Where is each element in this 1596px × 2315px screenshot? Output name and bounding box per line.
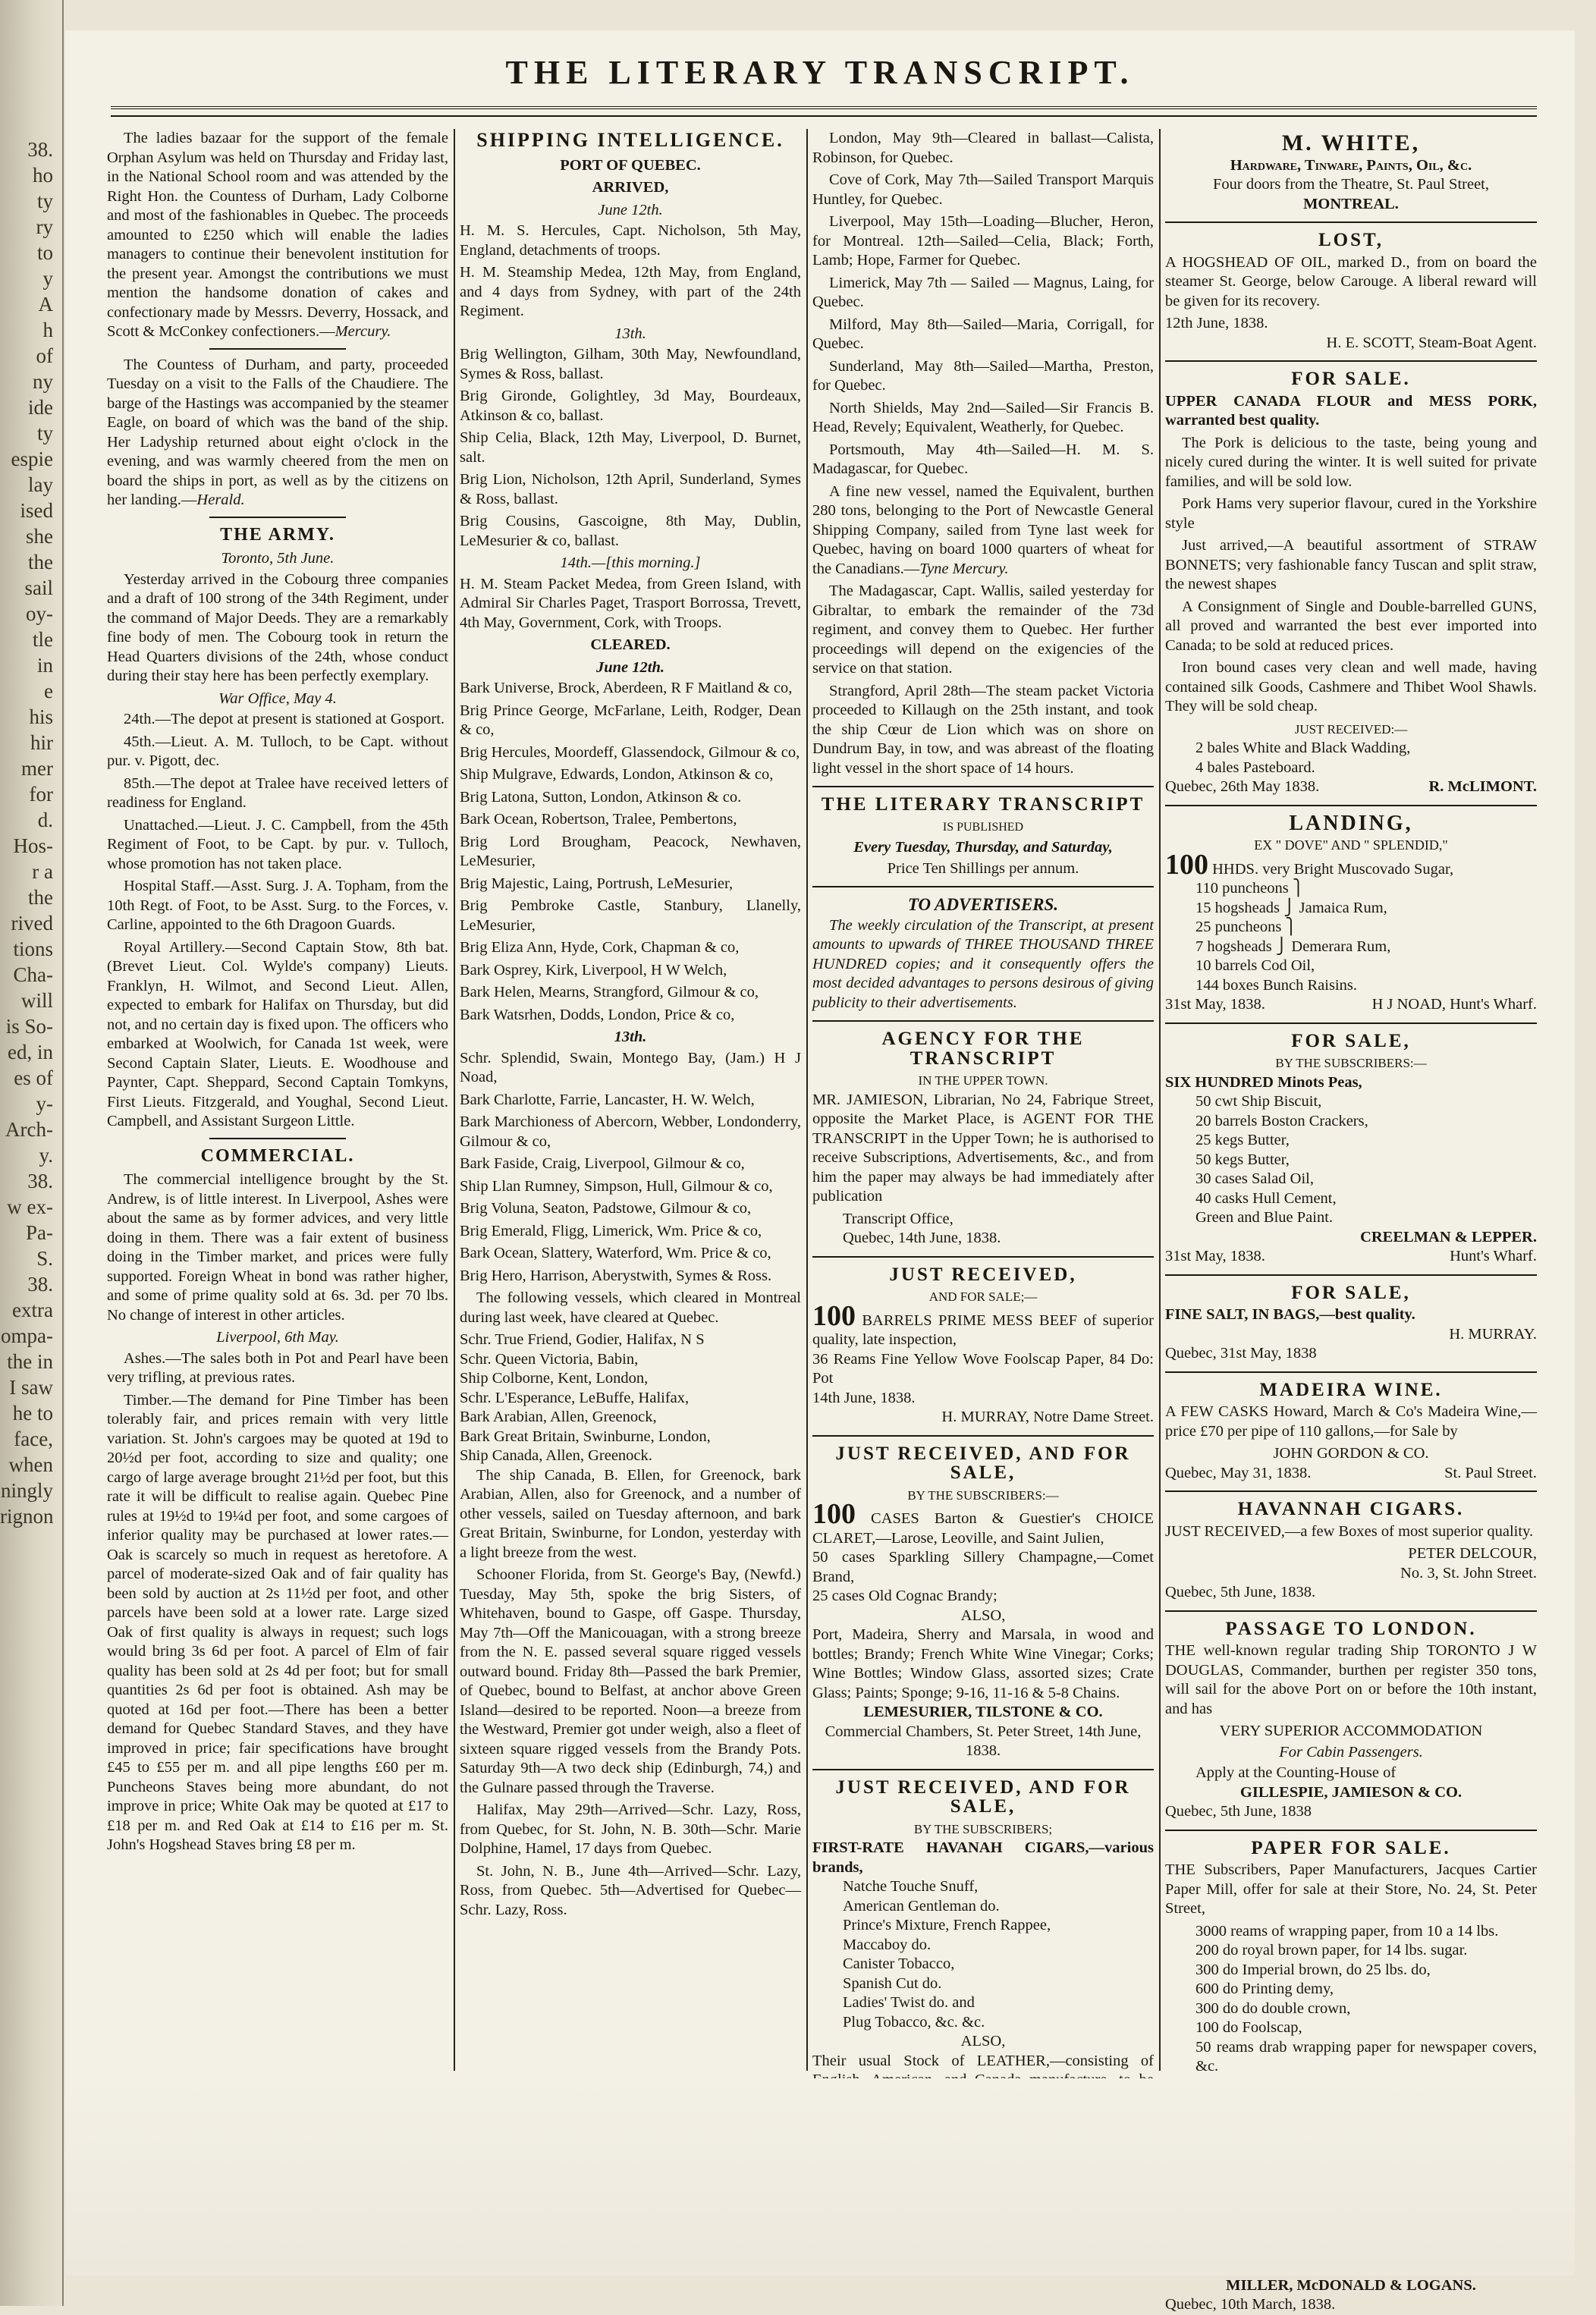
divider [1165, 805, 1537, 806]
provision-item: 25 kegs Butter, [1195, 1132, 1290, 1148]
bazaar-article: The ladies bazaar for the support of the female Orphan Asylum was held on Thursday and Friday last, in the National School room and was attended by the Right Hon. the Countess of Durham, Lady Colborne and most of the fashionables in Quebec. The proceeds amounted to £250 which will enable the ladies managers to continue their benevolent institution for the present year. Amongst the contributions we must mention the handsome donation of cakes and confectionary made by Messrs. Deverry, Hossack, and Scott & McConkey confectioners.—Mercury. [107, 130, 448, 340]
tobacco-item: American Gentleman do. [843, 1897, 1000, 1915]
war-office-notice: Royal Artillery.—Second Captain Stow, 8th bat. (Brevet Lieut. Col. Wylde's company) Lieuts. Franklyn, H. Wilmot, and Second Lieut. Allen, expected to embark for Halifax on Thursday, but did not, and no certain day is fixed upon. The officers who embarked at Woolwich, for Canada 1st week, were Second Captain Slater, Lieuts. E. Woodhouse and Paynter, Capt. Sheppard, Second Captain Tomkyns, First Lieuts. Fitzgerald, and Youghal, Second Lieut. Campbell, and Assistant Surgeon Little. [107, 938, 448, 1129]
arrival-entry: Ship Celia, Black, 12th May, Liverpool, D. Burnet, salt. [460, 429, 801, 466]
cleared-entry: Bark Ocean, Slattery, Waterford, Wm. Price & co, [460, 1245, 771, 1261]
fragment-line: ty [36, 422, 53, 444]
cleared-entry: Schr. Splendid, Swain, Montego Bay, (Jam.) H J Noad, [460, 1049, 801, 1085]
fragment-line: oy- [26, 602, 53, 625]
madagascar-article: The Madagascar, Capt. Wallis, sailed yesterday for Gibraltar, to embark the remainder of the 73d regiment, and convey them to Quebec. Her further proceedings will depend on the exigencies of the service on that station. [812, 583, 1154, 677]
cleared-entry: Bark Charlotte, Farrie, Lancaster, H. W. Welch, [460, 1091, 755, 1108]
advertisers-heading: TO ADVERTISERS. [907, 895, 1059, 914]
cigars-ad-body: FIRST-RATE HAVANAH CIGARS,—various brands, [812, 1839, 1154, 1876]
flour-ad-date-sign: Quebec, 26th May 1838. R. McLIMONT. [1165, 778, 1537, 795]
arrival-entry: Brig Lion, Nicholson, 12th April, Sunderland, Symes & Ross, ballast. [460, 471, 801, 507]
paper-item: 300 do Imperial brown, do 25 lbs. do, [1195, 1961, 1431, 1978]
provision-item: 50 cwt Ship Biscuit, [1195, 1093, 1322, 1110]
fragment-line: espie [11, 448, 53, 470]
fragment-line: 38. [27, 1273, 53, 1296]
fragment-line: Hos- [13, 834, 53, 857]
fragment-line: will [20, 989, 53, 1012]
paper-item: 300 do do double crown, [1195, 1999, 1351, 2017]
arrivals-13th [460, 345, 801, 551]
fragment-line: he to [12, 1402, 53, 1424]
cigars-ad-sub: BY THE SUBSCRIBERS; [913, 1821, 1053, 1836]
port-report: London, May 9th—Cleared in ballast—Calista, Robinson, for Quebec. [812, 130, 1154, 166]
port-report: Limerick, May 7th — Sailed — Magnus, Laing, for Quebec. [812, 274, 1154, 310]
fragment-line: ry [36, 215, 53, 238]
cases-line: Iron bound cases very clean and well made, having contained silk Goods, Cashmere and Thibet Wool Shawls. They will be sold cheap. [1165, 659, 1537, 715]
fragment-line: I saw [9, 1376, 53, 1399]
fragment-line: ty [36, 190, 53, 212]
flour-ad-title: UPPER CANADA FLOUR and MESS PORK, warranted best quality. [1165, 392, 1537, 429]
paper-item: 100 do Foolscap, [1195, 2019, 1302, 2036]
masthead-rule-thin [111, 115, 1537, 117]
divider [812, 886, 1154, 887]
cleared-date-13th: 13th. [614, 1029, 647, 1045]
fragment-line: y. [39, 1144, 53, 1167]
lost-signature: H. E. SCOTT, Steam-Boat Agent. [1326, 334, 1537, 351]
fragment-line: rignon [0, 1505, 54, 1528]
date-13th: 13th. [614, 325, 646, 342]
havannah-heading: HAVANNAH CIGARS. [1237, 1499, 1465, 1519]
salt-signature: H. MURRAY. [1449, 1325, 1537, 1343]
florida-report: Schooner Florida, from St. George's Bay, (Newfd.) Tuesday, May 5th, spoke the brig Sisters, of Whitehaven, bound to Gaspe, off Gaspe. Thursday, May 7th—Off the Manicouagan, with a strong breeze from the N. E. passed several square rigged vessels outward bound. Friday 8th—Passed the bark Premier, of Quebec, bound to Belfast, at anchor above Green Island—desired to be reported. Noon—a breeze from the Westward, Premier got under weigh, also a fleet of sixteen square rigged vessels from the Brandy Pots. Saturday 9th—A two deck ship (Edinburgh, 74,) and the Gulnare passed through the Traverse. [460, 1566, 801, 1796]
paper-heading: PAPER FOR SALE. [1251, 1837, 1451, 1858]
tobacco-item: Canister Tobacco, [843, 1955, 955, 1972]
fragment-line: ide [28, 396, 53, 419]
divider [1165, 1490, 1537, 1492]
cabin-passengers: For Cabin Passengers. [1279, 1743, 1423, 1761]
sugar-line: 100 HHDS. very Bright Muscovado Sugar, [1165, 848, 1454, 881]
landing-list [1165, 879, 1537, 995]
fragment-line: the [28, 886, 53, 909]
divider [1165, 1830, 1537, 1831]
havannah-notice: JUST RECEIVED,—a few Boxes of most superior quality. [1165, 1522, 1534, 1540]
war-office-notice: 45th.—Lieut. A. M. Tulloch, to be Capt. without pur. v. Pigott, dec. [107, 733, 448, 769]
fragment-line: Pa- [26, 1221, 53, 1244]
landing-item: 110 puncheons ⎫ [1195, 880, 1305, 897]
havannah-date: Quebec, 5th June, 1838. [1165, 1584, 1316, 1600]
fragment-line: ningly [0, 1479, 53, 1502]
passage-notice: THE well-known regular trading Ship TORONTO J W DOUGLAS, Commander, burthen per register 350 tons, will sail for the above Port on or before the 10th instant, and has [1165, 1642, 1537, 1717]
fragment-line: the in [7, 1350, 53, 1373]
army-dateline: Toronto, 5th June. [221, 550, 335, 567]
cleared-entry: Bark Helen, Mearns, Strangford, Gilmour & co, [460, 984, 759, 1000]
cleared-june-12 [460, 679, 801, 1025]
port-reports [812, 129, 1154, 479]
fragment-line: ised [20, 499, 53, 522]
masthead: THE LITERARY TRANSCRIPT. [505, 54, 1135, 91]
cleared-heading: CLEARED. [590, 636, 671, 653]
war-office-dateline: War Office, May 4. [218, 689, 337, 707]
divider [209, 1138, 346, 1139]
fragment-line: she [26, 525, 53, 548]
white-ad-heading: M. WHITE, [1281, 130, 1421, 155]
montreal-intro: The following vessels, which cleared in Montreal during last week, have cleared at Quebec. [460, 1289, 801, 1326]
agency-heading: AGENCY FOR THE TRANSCRIPT [881, 1029, 1085, 1069]
provision-item: Green and Blue Paint. [1195, 1209, 1334, 1226]
fragment-line: tle [33, 628, 53, 651]
fragment-line: for [29, 783, 53, 806]
montreal-entry: Schr. L'Esperance, LeBuffe, Halifax, [460, 1389, 690, 1406]
fragment-line: Arch- [5, 1118, 53, 1141]
divider [812, 786, 1154, 787]
tobacco-item: Maccaboy do. [843, 1936, 932, 1953]
cleared-entry: Bark Watsrhen, Dodds, London, Price & co, [460, 1006, 735, 1023]
fragment-line: to [36, 241, 53, 264]
war-office-notice: Hospital Staff.—Asst. Surg. J. A. Topham, from the 10th Regt. of Foot, to be Asst. Surg. to the Forces, v. Carline, appointed to the 6th Dragoon Guards. [107, 878, 448, 933]
masthead-rule [111, 106, 1537, 109]
paper-item: 50 reams drab wrapping paper for newspaper covers, &c. [1195, 2038, 1537, 2075]
commercial-heading: COMMERCIAL. [200, 1145, 355, 1166]
landing-item: 15 hogsheads ⎭ Jamaica Rum, [1195, 899, 1387, 916]
advertisers-notice: The weekly circulation of the Transcript, at present amounts to upwards of THREE THOUSAND THREE HUNDRED copies; and it consequently offers the most decided advantages to persons desirous of giving publicity to their advertisements. [812, 916, 1154, 1011]
salt-date: Quebec, 31st May, 1838 [1165, 1345, 1317, 1362]
agency-sign-2: Quebec, 14th June, 1838. [843, 1230, 1001, 1246]
arrivals-june-12 [460, 221, 801, 322]
passage-signature: GILLESPIE, JAMIESON & CO. [1239, 1783, 1462, 1801]
also-label: ALSO, [960, 2033, 1006, 2050]
paper-signature: MILLER, McDONALD & LOGANS. [1226, 2276, 1476, 2294]
adjacent-page-fragment [0, 137, 56, 2109]
fragment-line: ho [33, 164, 53, 187]
cleared-entry: Bark Ocean, Robertson, Tralee, Pembertons, [460, 811, 737, 828]
page-bottom-margin [65, 2078, 1575, 2276]
montreal-entry: Schr. Queen Victoria, Babin, [460, 1350, 639, 1368]
war-office-notices [107, 710, 448, 1132]
column-4 [1165, 129, 1537, 2313]
provision-item: 20 barrels Boston Crackers, [1195, 1112, 1368, 1129]
agency-sign-1: Transcript Office, [843, 1210, 954, 1227]
arrived-heading: ARRIVED, [592, 179, 669, 196]
paper-line: 36 Reams Fine Yellow Wove Foolscap Paper, 84 Do: Pot [812, 1350, 1154, 1387]
fragment-line: A [38, 293, 53, 316]
subscription-price: Price Ten Shillings per annum. [887, 859, 1079, 877]
cleared-entry: Brig Latona, Sutton, London, Atkinson & co. [460, 788, 742, 806]
claret-ad-sub: BY THE SUBSCRIBERS:— [907, 1487, 1059, 1503]
landing-ships: EX " DOVE" AND " SPLENDID," [1254, 837, 1448, 853]
commercial-intro: The commercial intelligence brought by the St. Andrew, is of little interest. In Liverpool, Ashes were about the same as by former advices, and very little doing in them. There was a fair extent of business doing in the Timber market, and prices were fully supported. Foreign Wheat in bond was rather higher, and some of prime quality sold at 6s. 3d. per 70 lbs. No change of interest in other articles. [107, 1171, 448, 1324]
fragment-line: ed, in [8, 1041, 53, 1063]
date-14th: 14th.—[this morning.] [560, 554, 701, 571]
date-june-12: June 12th. [598, 201, 663, 218]
fragment-line: when [8, 1453, 53, 1476]
montreal-entry: Schr. True Friend, Godier, Halifax, N S [460, 1331, 705, 1348]
tobacco-item: Spanish Cut do. [843, 1974, 942, 1992]
pork-line: The Pork is delicious to the taste, being young and nicely cured during the winter. It is well suited for private families, and will be sold low. [1165, 434, 1537, 490]
fragment-line: of [36, 344, 53, 367]
agency-subheading: IN THE UPPER TOWN. [918, 1073, 1048, 1088]
divider [1165, 360, 1537, 362]
fragment-line: 38. [27, 1170, 53, 1192]
passage-heading: PASSAGE TO LONDON. [1225, 1618, 1477, 1639]
paper-item: 3000 reams of wrapping paper, from 10 a 14 lbs. [1195, 1922, 1499, 1940]
army-heading: THE ARMY. [220, 524, 335, 545]
beef-ad-date: 14th June, 1838. [812, 1389, 916, 1406]
also-label: ALSO, [960, 1607, 1006, 1624]
column-rule [454, 129, 455, 2071]
peas-ad-signature: CREELMAN & LEPPER. [1360, 1228, 1537, 1245]
tobacco-item: Plug Tobacco, &c. &c. [843, 2013, 985, 2031]
port-report: Sunderland, May 8th—Sailed—Martha, Preston, for Quebec. [812, 357, 1154, 394]
arrival-entry: Brig Wellington, Gilham, 30th May, Newfoundland, Symes & Ross, ballast. [460, 346, 801, 382]
landing-heading: LANDING, [1289, 811, 1413, 835]
fragment-line: ny [33, 370, 53, 393]
beef-ad-heading: JUST RECEIVED, [889, 1264, 1077, 1285]
cleared-13th [460, 1049, 801, 1286]
havannah-signature: PETER DELCOUR, [1408, 1545, 1537, 1562]
war-office-notice: 24th.—The depot at present is stationed at Gosport. [124, 711, 445, 727]
provision-item: 30 cases Salad Oil, [1195, 1170, 1314, 1187]
cleared-date-june-12: June 12th. [596, 658, 664, 676]
port-heading: PORT OF QUEBEC. [560, 156, 701, 174]
salt-line: FINE SALT, IN BAGS,—best quality. [1165, 1306, 1415, 1323]
fragment-line: his [29, 705, 53, 728]
strangford-article: Strangford, April 28th—The steam packet Victoria proceeded to Killaugh on the 25th instant, and took the ship Cœur de Lion which was on shore on Dundrum Bay, in tow, and was abreast of the floating light vessel in the short space of 14 hours. [812, 682, 1154, 777]
fragment-line: extra [12, 1299, 53, 1321]
ashes-report: Ashes.—The sales both in Pot and Pearl have been very trifling, at previous rates. [107, 1349, 448, 1386]
divider [1165, 221, 1537, 223]
champagne-line: 50 cases Sparkling Sillery Champagne,—Comet Brand, [812, 1549, 1154, 1585]
cleared-entry: Bark Marchioness of Abercorn, Webber, Londonderry, Gilmour & co, [460, 1114, 801, 1150]
havannah-address: No. 3, St. John Street. [1400, 1564, 1537, 1582]
fragment-line: lay [28, 473, 53, 496]
madeira-notice: A FEW CASKS Howard, March & Co's Madeira Wine,—price £70 per pipe of 110 gallons,—for Sale by [1165, 1403, 1537, 1440]
madeira-signature: JOHN GORDON & CO. [1273, 1445, 1429, 1462]
beef-ad-body: 100 BARRELS PRIME MESS BEEF of superior quality, late inspection, [812, 1299, 1154, 1348]
tobacco-item: Natche Touche Snuff, [843, 1878, 979, 1895]
cleared-entry: Brig Eliza Ann, Hyde, Cork, Chapman & co, [460, 939, 740, 956]
salt-ad-heading: FOR SALE, [1291, 1282, 1411, 1303]
literary-transcript-notice-heading: THE LITERARY TRANSCRIPT [821, 794, 1145, 815]
countess-article: The Countess of Durham, and party, proceeded Tuesday on a visit to the Falls of the Chaudiere. The barge of the Hastings was accompanied by the steamer Eagle, on board of which was the band of the ship. Her Ladyship returned about eight o'clock in the evening, and was warmly cheered from the men on board the ships in port, as well as by the citizens on her landing.—Herald. [107, 356, 448, 508]
divider [1165, 1274, 1537, 1276]
cleared-entry: Brig Hercules, Moordeff, Glassendock, Gilmour & co, [460, 743, 800, 761]
cleared-entry: Brig Majestic, Laing, Portrush, LeMesurier, [460, 875, 734, 892]
halifax-report: Halifax, May 29th—Arrived—Schr. Lazy, Ross, from Quebec, for St. John, N. B. 30th—Schr. Marie Dolphine, Hamel, 17 days from Quebec. [460, 1801, 801, 1857]
divider [1165, 1610, 1537, 1612]
equivalent-article: A fine new vessel, named the Equivalent, burthen 280 tons, belonging to the Port of Newcastle General Shipping Company, sailed from Tyne last week for Quebec, having on board 1000 quarters of wheat for the Canadians.—Tyne Mercury. [812, 482, 1154, 577]
port-report: Liverpool, May 15th—Loading—Blucher, Heron, for Montreal. 12th—Sailed—Celia, Black; Forth, Lamb; Hope, Farmer for Quebec. [812, 213, 1154, 269]
landing-item: 25 puncheons ⎫ [1195, 919, 1297, 935]
madeira-date: Quebec, May 31, 1838. St. Paul Street. [1165, 1464, 1537, 1481]
agency-notice: MR. JAMIESON, Librarian, No 24, Fabrique Street, opposite the Market Place, is AGENT FOR THE TRANSCRIPT in the Upper Town; he is authorised to receive Subscriptions, Advertisements, &c., and from him the paper may always be had immediately after publication [812, 1091, 1154, 1205]
wines-list: Port, Madeira, Sherry and Marsala, in wood and bottles; Brandy; French White Wine Vinegar; Corks; Wine Bottles; Window Glass, assorted sizes; Crate Glass; Paints; Sponge; 9-16, 11-16 & 5-8 Chains. [812, 1626, 1154, 1701]
paper-notice: THE Subscribers, Paper Manufacturers, Jacques Cartier Paper Mill, offer for sale at their Store, No. 24, St. Peter Street, [1165, 1861, 1537, 1917]
war-office-notice: Unattached.—Lieut. J. C. Campbell, from the 45th Regiment of Foot, to be Capt. by pur. v. Tulloch, whose promotion has not taken place. [107, 816, 448, 872]
brandy-line: 25 cases Old Cognac Brandy; [812, 1588, 998, 1604]
fragment-line: r a [32, 860, 53, 883]
cleared-entry: Bark Universe, Brock, Aberdeen, R F Maitland & co, [460, 680, 793, 696]
canada-sailing: The ship Canada, B. Ellen, for Greenock, bark Arabian, Allen, also for Greenock, and a number of other vessels, sailed on Tuesday afternoon, and bark Great Britain, Swinburne, for London, yesterday with a light breeze from the west. [460, 1466, 801, 1561]
montreal-entry: Bark Arabian, Allen, Greenock, [460, 1409, 657, 1425]
fragment-line: the [28, 551, 53, 573]
just-received-label: JUST RECEIVED:— [1294, 721, 1408, 737]
divider [1165, 1022, 1537, 1024]
published-label: IS PUBLISHED [942, 820, 1024, 834]
wadding-line: 2 bales White and Black Wadding, [1195, 740, 1411, 756]
montreal-entry: Ship Canada, Allen, Greenock. [460, 1447, 652, 1464]
landing-item: 7 hogsheads ⎭ Demerara Rum, [1195, 938, 1391, 955]
fragment-line: d. [37, 809, 53, 831]
publication-days: Every Tuesday, Thursday, and Saturday, [853, 839, 1113, 856]
white-ad-trades: Hardware, Tinware, Paints, Oil, &c. [1230, 156, 1472, 174]
army-article: Yesterday arrived in the Cobourg three companies and a draft of 100 strong of the 34th Regiment, under the command of Major Deeds. They are a remarkably fine body of men. The Cobourg took in return the Head Quarters divisions of the 24th, whose conduct during their stay here has been perfectly exemplary. [107, 570, 448, 684]
guns-line: A Consignment of Single and Double-barrelled GUNS, all proved and warranted the best ever imported into Canada; to be sold at reduced prices. [1165, 598, 1537, 654]
port-report: Milford, May 8th—Sailed—Maria, Corrigall, for Quebec. [812, 316, 1154, 352]
column-1 [107, 129, 448, 2071]
fragment-line: y- [36, 1092, 53, 1115]
arrival-entry: Brig Cousins, Gascoigne, 8th May, Dublin, LeMesurier & co, ballast. [460, 513, 801, 549]
landing-item: 10 barrels Cod Oil, [1195, 957, 1315, 974]
column-2 [460, 129, 801, 2071]
divider [209, 348, 346, 350]
fragment-line: Cha- [13, 963, 53, 986]
apply-line: Apply at the Counting-House of [1195, 1764, 1396, 1781]
provision-item: 50 kegs Butter, [1195, 1151, 1290, 1168]
cleared-entry: Brig Lord Brougham, Peacock, Newhaven, LeMesurier, [460, 833, 801, 869]
flour-ad-heading: FOR SALE. [1291, 369, 1411, 389]
pasteboard-line: 4 bales Pasteboard. [1195, 759, 1315, 776]
provision-item: 40 casks Hull Cement, [1195, 1189, 1337, 1207]
fragment-line: S. [36, 1247, 53, 1270]
fragment-line: w ex- [7, 1195, 53, 1218]
timber-report: Timber.—The demand for Pine Timber has been tolerably fair, and prices remain with very little variation. St. John's cargoes may be quoted at 19d to 20½d per foot, according to size and quality; one cargo of large average brought 21½d per foot, but this rate it will be difficult to realise again. Quebec Pine rules at 19½d to 19¼d per foot, and some cargoes of inferior quality may be purchased at lower rates.—Oak is scarcely so much in request as heretofore. A parcel of moderate-sized Oak and of fair quality has been sold by auction at 2s 11½d per foot, and other parcels have been sold at a lower rate. Large sized Oak of first quality is always in request; such logs would bring 3s 6d per foot. A parcel of Elm of fair quality has been sold at 2s 4d per foot; but for small quantities 2s 6d per foot is obtained. Ash may be quoted at 16d per foot.—There has been a better demand for Quebec Standard Staves, and they have improved in price; fair specifications have brought £45 to £55 per m. and all pipe lengths £60 per m. Puncheons Staves being more abundant, do not improve in price; White Oak may be quoted at £17 to £18 per m. and Red Oak at £14 to £16 per m. St. John's Hogshead Staves bring £8 per m. [107, 1391, 448, 1853]
fragment-line: y [42, 267, 53, 290]
fragment-line: face, [14, 1428, 53, 1450]
cleared-entry: Bark Faside, Craig, Liverpool, Gilmour & co, [460, 1155, 745, 1172]
hams-line: Pork Hams very superior flavour, cured in the Yorkshire style [1165, 495, 1537, 532]
cleared-entry: Brig Emerald, Fligg, Limerick, Wm. Price & co, [460, 1222, 762, 1239]
arrival-entry: Brig Gironde, Golightley, 3d May, Bourdeaux, Atkinson & co, ballast. [460, 388, 801, 424]
tobacco-list [812, 1877, 1154, 2032]
fragment-line: is So- [5, 1015, 53, 1038]
cigars-ad-heading: JUST RECEIVED, AND FOR SALE, [835, 1776, 1131, 1817]
beef-ad-signature: H. MURRAY, Notre Dame Street. [941, 1409, 1154, 1425]
lost-date: 12th June, 1838. [1165, 315, 1268, 331]
tobacco-item: Ladies' Twist do. and [843, 1994, 975, 2011]
provisions-list [1165, 1092, 1537, 1228]
passage-date: Quebec, 5th June, 1838 [1165, 1803, 1312, 1820]
fragment-line: mer [21, 757, 53, 780]
montreal-entry: Ship Colborne, Kent, London, [460, 1370, 649, 1387]
column-3 [812, 129, 1154, 2071]
claret-ad-address: Commercial Chambers, St. Peter Street, 14th June, 1838. [825, 1723, 1142, 1759]
shipping-heading: SHIPPING INTELLIGENCE. [476, 129, 784, 151]
fragment-line: e [44, 680, 53, 702]
paper-item: 600 do Printing demy, [1195, 1980, 1334, 1997]
claret-ad-heading: JUST RECEIVED, AND FOR SALE, [835, 1443, 1131, 1483]
divider [812, 1256, 1154, 1258]
arrival-entry: H. M. S. Hercules, Capt. Nicholson, 5th May, England, detachments of troops. [460, 222, 801, 259]
claret-ad-body: 100 CASES Barton & Guestier's CHOICE CLARET,—Larose, Leoville, and Saint Julien, [812, 1498, 1155, 1547]
port-report: North Shields, May 2nd—Sailed—Sir Francis B. Head, Revely; Equivalent, Weatherly, for Quebec. [812, 399, 1154, 435]
cleared-entry: Ship Mulgrave, Edwards, London, Atkinson & co, [460, 766, 774, 783]
tobacco-item: Prince's Mixture, French Rappee, [843, 1917, 1051, 1933]
liverpool-dateline: Liverpool, 6th May. [216, 1329, 339, 1346]
column-rule [806, 129, 808, 2071]
cleared-entry: Brig Prince George, McFarlane, Leith, Rodger, Dean & co, [460, 702, 801, 738]
fragment-line: ompa- [1, 1324, 53, 1347]
paper-date: Quebec, 10th March, 1838. [1165, 2296, 1336, 2313]
fragment-line: rived [11, 912, 53, 934]
newspaper-page [65, 30, 1575, 2313]
divider [812, 1020, 1154, 1022]
cleared-entry: Brig Voluna, Seaton, Padstowe, Gilmour & co, [460, 1200, 752, 1217]
landing-date-sign: 31st May, 1838. H J NOAD, Hunt's Wharf. [1165, 996, 1537, 1013]
war-office-notice: 85th.—The depot at Tralee have received letters of readiness for England. [107, 774, 448, 811]
accommodation-label: VERY SUPERIOR ACCOMMODATION [1219, 1723, 1483, 1739]
paper-item: 200 do royal brown paper, for 14 lbs. sugar. [1195, 1942, 1468, 1958]
cleared-entry: Ship Llan Rumney, Simpson, Hull, Gilmour & co, [460, 1177, 773, 1195]
divider [812, 1769, 1154, 1770]
leather-line: Their usual Stock of LEATHER,—consisting of [812, 2052, 1154, 2069]
divider [1165, 1371, 1537, 1373]
divider [209, 517, 346, 518]
bonnets-line: Just arrived,—A beautiful assortment of STRAW BONNETS; very fashionable fancy Tuscan and split straw, the newest shapes [1165, 537, 1537, 592]
montreal-entry: Bark Great Britain, Swinburne, London, [460, 1428, 711, 1445]
fragment-line: in [36, 654, 53, 677]
fragment-line: 38. [27, 138, 53, 161]
white-ad-address: Four doors from the Theatre, St. Paul Street, [1212, 176, 1489, 193]
claret-ad-signature: LEMESURIER, TILSTONE & CO. [863, 1704, 1103, 1720]
stjohn-report: St. John, N. B., June 4th—Arrived—Schr. Lazy, Ross, from Quebec. 5th—Advertised for Quebec—Schr. Lazy, Ross. [460, 1862, 801, 1918]
peas-line: SIX HUNDRED Minots Peas, [1165, 1073, 1362, 1091]
cleared-entry: Brig Hero, Harrison, Aberystwith, Symes & Ross. [460, 1267, 772, 1284]
divider [812, 1435, 1154, 1437]
column-rule [1159, 129, 1161, 2071]
port-report: Portsmouth, May 4th—Sailed—H. M. S. Madagascar, for Quebec. [812, 441, 1154, 477]
white-ad-city: MONTREAL. [1303, 195, 1399, 212]
cleared-entry: Bark Osprey, Kirk, Liverpool, H W Welch, [460, 961, 727, 978]
peas-ad-date: 31st May, 1838. Hunt's Wharf. [1165, 1248, 1537, 1264]
lost-notice: A HOGSHEAD OF OIL, marked D., from on board the steamer St. George, below Carouge. A liberal reward will be given for its recovery. [1165, 253, 1537, 309]
fragment-line: tions [13, 938, 53, 960]
cleared-entry: Brig Pembroke Castle, Stanbury, Llanelly, LeMesurier, [460, 897, 801, 934]
fragment-line: hir [30, 731, 53, 754]
fragment-line: h [42, 319, 53, 341]
peas-ad-sub: BY THE SUBSCRIBERS:— [1275, 1056, 1427, 1070]
madeira-heading: MADEIRA WINE. [1259, 1379, 1443, 1400]
fragment-line: sail [24, 576, 53, 599]
landing-item: 144 boxes Bunch Raisins. [1195, 976, 1357, 994]
arrival-medea: H. M. Steam Packet Medea, from Green Island, with Admiral Sir Charles Paget, Trasport Borrossa, Trevett, 4th May, Government, Cork, with Troops. [460, 575, 801, 631]
beef-ad-sub: AND FOR SALE;— [928, 1289, 1038, 1304]
arrival-entry: H. M. Steamship Medea, 12th May, from England, and 4 days from Sydney, with part of the 24th Regiment. [460, 264, 801, 319]
lost-heading: LOST, [1318, 230, 1384, 250]
port-report: Cove of Cork, May 7th—Sailed Transport Marquis Huntley, for Quebec. [812, 171, 1154, 208]
fragment-line: es of [14, 1066, 53, 1089]
montreal-cleared [460, 1330, 801, 1466]
peas-ad-heading: FOR SALE, [1291, 1030, 1411, 1051]
